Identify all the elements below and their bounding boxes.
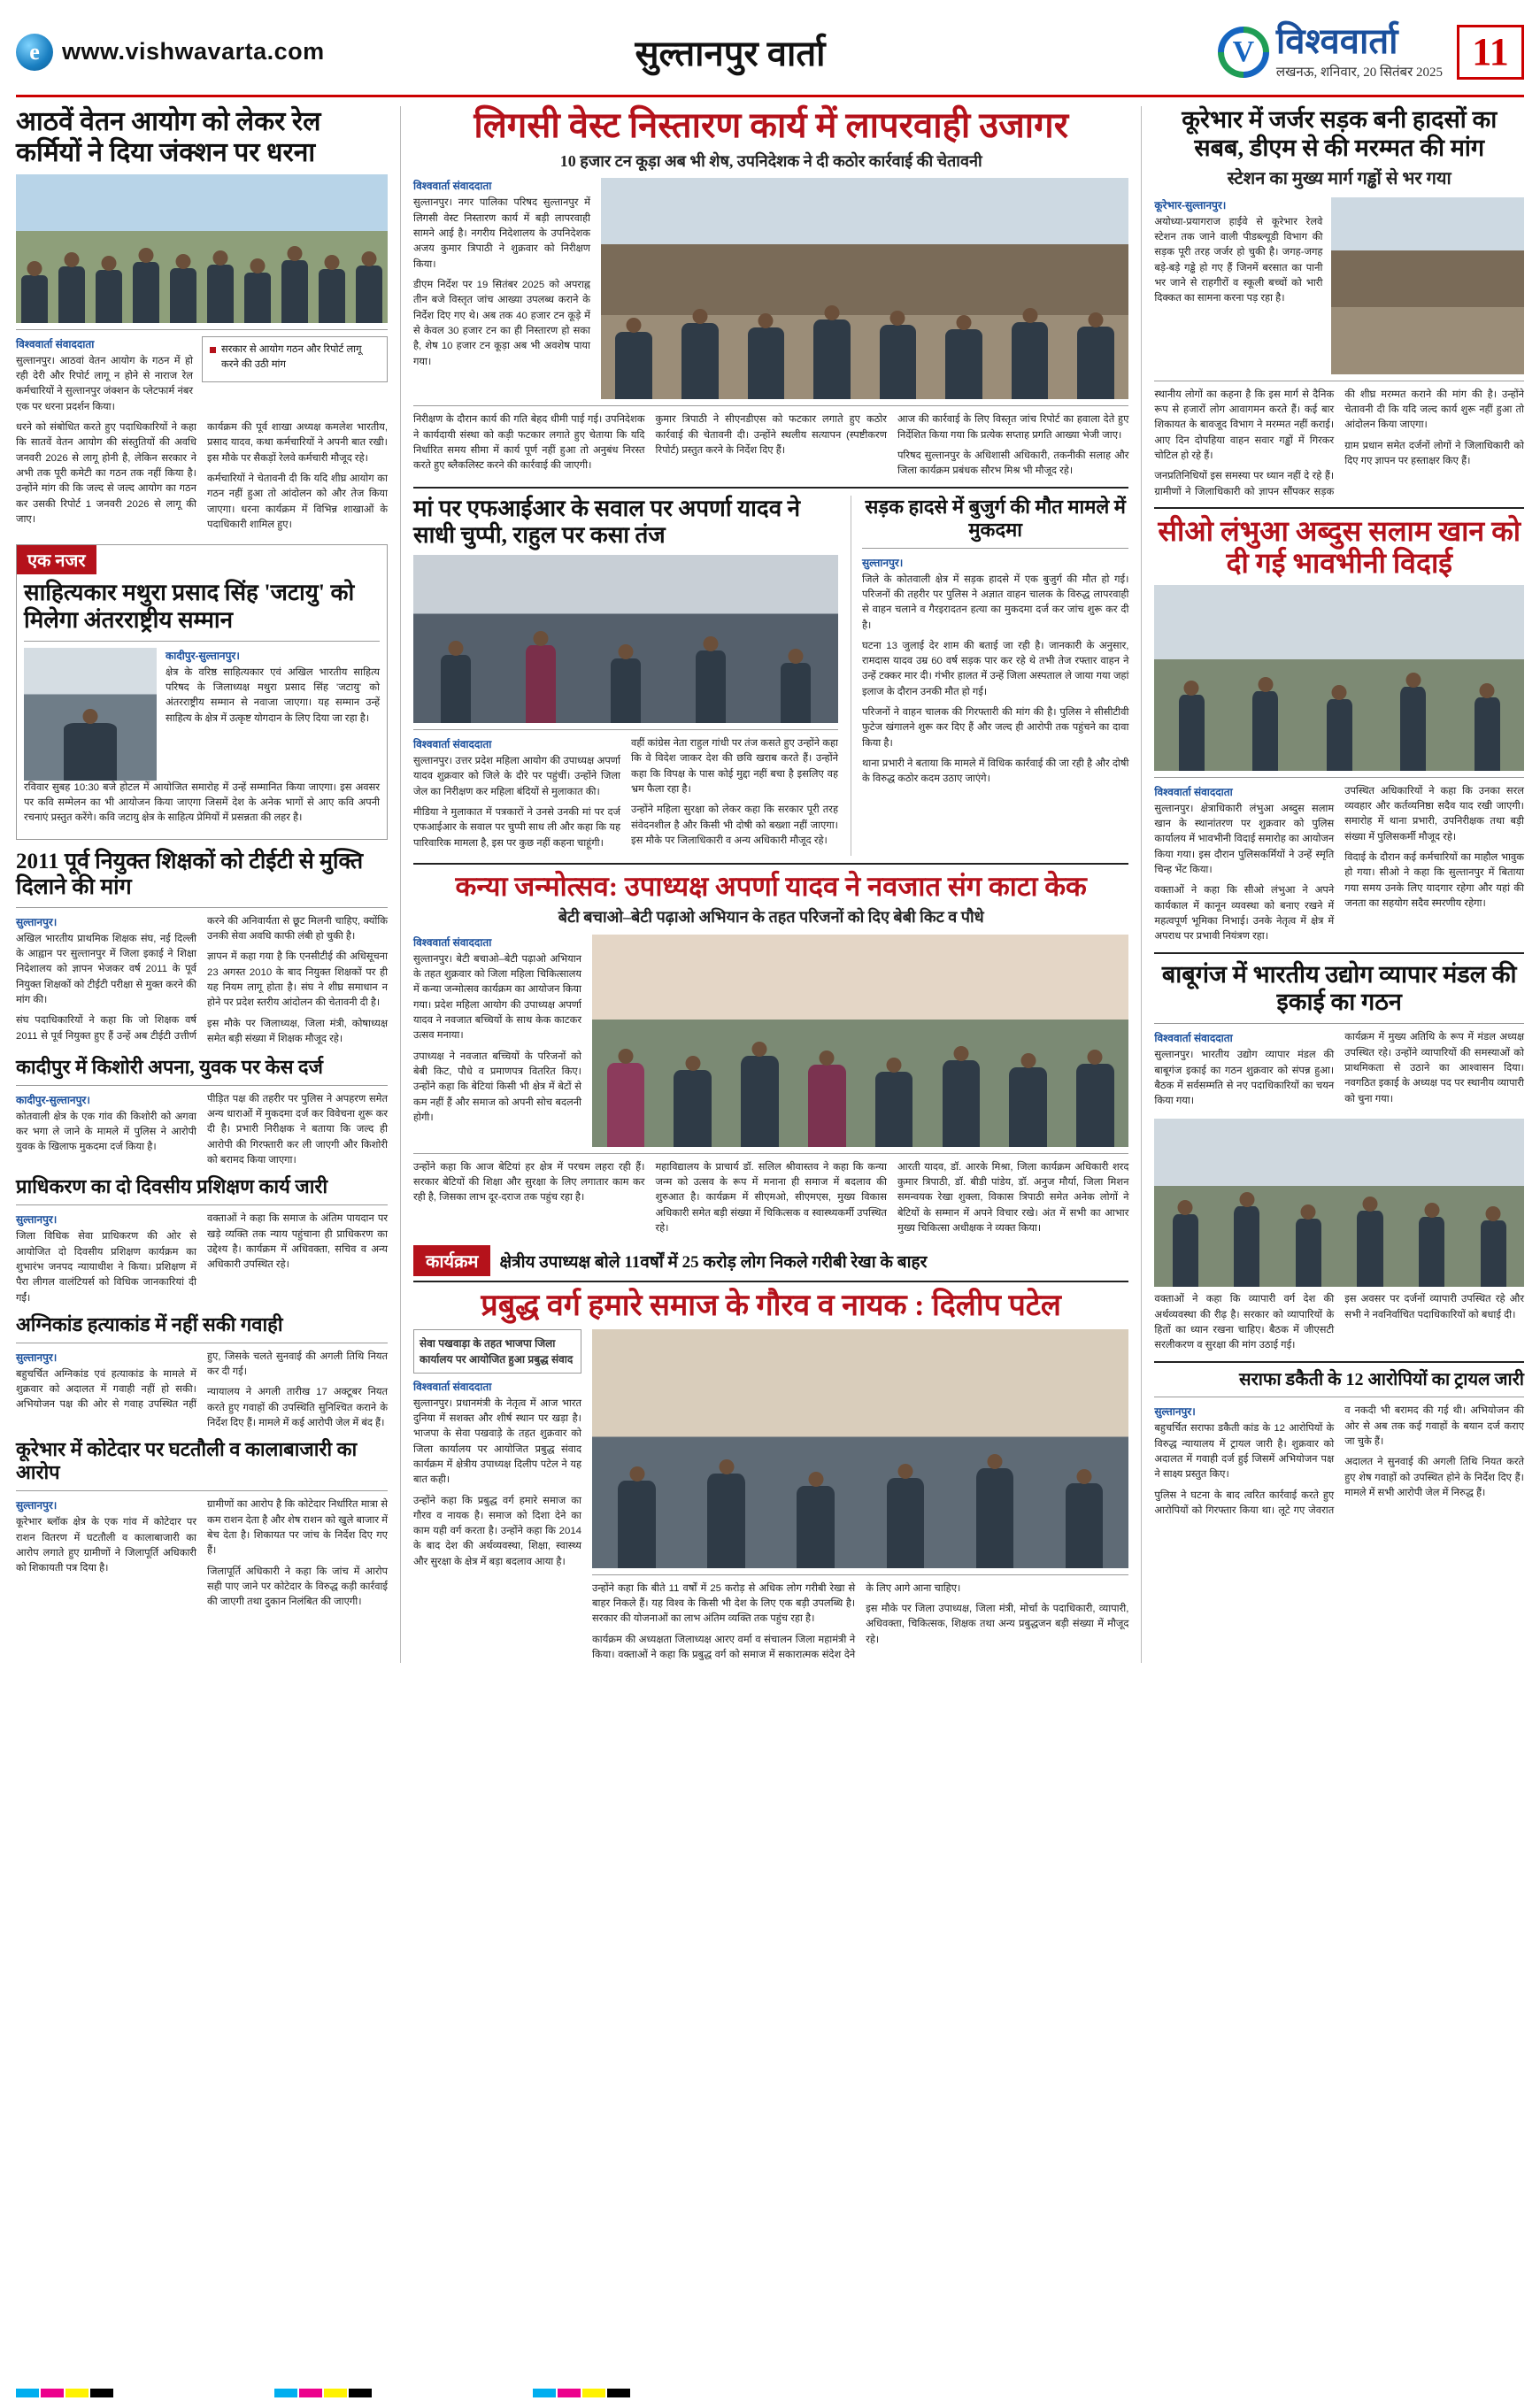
right-story3-headline: बाबूगंज में भारतीय उद्योग व्यापार मंडल की इकाई का गठन bbox=[1161, 960, 1517, 1016]
right-story2-photo bbox=[1154, 585, 1524, 771]
karyakram-strip bbox=[413, 1245, 1128, 1282]
brand-logo bbox=[1218, 20, 1443, 81]
ek-najar-tag: एक नजर bbox=[17, 545, 96, 574]
midright-byline: सुल्तानपुर। bbox=[862, 556, 904, 569]
kanya-subhead: बेटी बचाओ–बेटी पढ़ाओ अभियान के तहत परिजनों को दिए बेबी किट व पौधे bbox=[558, 908, 984, 927]
left-story5-headline: अग्निकांड हत्याकांड में नहीं सकी गवाही bbox=[16, 1312, 283, 1335]
midright-para-2: परिजनों ने वाहन चालक की गिरफ्तारी की मांग की है। पुलिस ने सीसीटीवी फुटेज खंगालने शुरू कर दिए हैं और जल्द ही आरोपी तक पहुंचने का दावा किया है। bbox=[862, 707, 1129, 749]
lead-byline: विश्ववार्ता संवाददाता bbox=[413, 180, 492, 193]
right-story1-byline: कूरेभार-सुल्तानपुर। bbox=[1154, 198, 1227, 212]
left-story4-byline: सुल्तानपुर। bbox=[16, 1213, 58, 1227]
lead-photo bbox=[601, 178, 1128, 399]
kanya-para-1: उपाध्यक्ष ने नवजात बच्चियों के परिजनों को बेबी किट, पौधे व प्रमाणपत्र वितरित किए। उन्होंने कहा कि बेटियां किसी भी क्षेत्र में बेटों से कम नहीं हैं और समाज को अपनी सोच बदलनी होगी। bbox=[413, 1050, 581, 1124]
left-story3-para-1: पीड़ित पक्ष की तहरीर पर पुलिस ने अपहरण समेत अन्य धाराओं में मुकदमा दर्ज कर विवेचना शुरू कर दी है। प्रभारी निरीक्षक ने बताया कि जल्द ही आरोपी की गिरफ्तारी कर ली जाएगी और किशोरी को बरामद किया जाएगा। bbox=[207, 1093, 388, 1166]
ek-najar-photo bbox=[24, 648, 157, 781]
right-story3-para-1: कार्यक्रम में मुख्य अतिथि के रूप में मंडल अध्यक्ष उपस्थित रहे। उन्होंने व्यापारियों की समस्याओं को प्राथमिकता से उठाने का आश्वासन दिया। नवगठित इकाई के अध्यक्ष पद पर स्थानीय व्यापारी को चुना गया। bbox=[1344, 1032, 1524, 1104]
ek-najar-para-1: रविवार सुबह 10:30 बजे होटल में आयोजित समारोह में उन्हें सम्मानित किया जाएगा। इस अवसर पर कवि सम्मेलन का भी आयोजन किया जाएगा जिसमें देश के अनेक भागों से आए कवि अपनी रचनाएं प्रस्तुत करेंगे। कवि जटायु क्षेत्र के साहित्य प्रेमियों में प्रसन्नता की लहर है। bbox=[24, 781, 380, 824]
site-url[interactable]: www.vishwavarta.com bbox=[62, 38, 325, 65]
left-story3-para-0: कोतवाली क्षेत्र के एक गांव की किशोरी को अगवा कर भगा ले जाने के मामले में पुलिस ने आरोपी युवक के खिलाफ मुकदमा दर्ज किया है। bbox=[16, 1111, 196, 1153]
left-story6-para-0: कूरेभार ब्लॉक क्षेत्र के एक गांव में कोटेदार पर राशन वितरण में घटतौली व कालाबाजारी का आरोप लगाते हुए ग्रामीणों ने जिलापूर्ति अधिकारी को शिकायती पत्र दिया है। bbox=[16, 1517, 196, 1574]
kanya-headline: कन्या जन्मोत्सव: उपाध्यक्ष अपर्णा यादव ने नवजात संग काटा केक bbox=[455, 870, 1087, 902]
lead-para-5: परिषद सुल्तानपुर के अधिशासी अधिकारी, तकनीकी सलाह और जिला कार्यक्रम प्रबंधक सौरभ मिश्र भी मौजूद रहे। bbox=[897, 450, 1129, 477]
brand-subline: लखनऊ, शनिवार, 20 सितंबर 2025 bbox=[1275, 65, 1443, 80]
right-story3-para-2: वक्ताओं ने कहा कि व्यापारी वर्ग देश की अर्थव्यवस्था की रीढ़ है। सरकार को व्यापारियों के हितों का ध्यान रखना चाहिए। बैठक में जीएसटी सरलीकरण व सुरक्षा की मांग उठाई गई। bbox=[1154, 1294, 1335, 1351]
left-story3-body bbox=[16, 1092, 388, 1169]
masthead-right bbox=[1064, 20, 1524, 81]
ek-najar-box bbox=[16, 544, 388, 839]
left-story2-body bbox=[16, 914, 388, 1049]
midleft-headline: मां पर एफआईआर के सवाल पर अपर्णा यादव ने साधी चुप्पी, राहुल पर कसा तंज bbox=[413, 495, 801, 549]
left-story3-byline: कादीपुर-सुल्तानपुर। bbox=[16, 1093, 90, 1106]
midleft-para-0: सुल्तानपुर। उत्तर प्रदेश महिला आयोग की उपाध्यक्ष अपर्णा यादव शुक्रवार को जिले के दौरे पर पहुंचीं। उन्होंने जिला जेल का निरीक्षण कर महिला बंदियों से मुलाकात की। bbox=[413, 755, 620, 797]
right-story3-byline: विश्ववार्ता संवाददाता bbox=[1154, 1032, 1233, 1045]
photo-figures bbox=[16, 231, 388, 323]
center-midleft-story bbox=[413, 496, 838, 856]
globe-icon: e bbox=[16, 34, 53, 71]
midright-para-1: घटना 13 जुलाई देर शाम की बताई जा रही है। जानकारी के अनुसार, रामदास यादव उम्र 60 वर्ष सड़क पार कर रहे थे तभी तेज रफ्तार वाहन ने उन्हें टक्कर मार दी। गंभीर हालत में उन्हें जिला अस्पताल ले जाया गया जहां इलाज के दौरान उनकी मौत हो गई। bbox=[862, 640, 1129, 697]
ek-najar-dateline: कादीपुर-सुल्तानपुर। bbox=[166, 649, 240, 662]
karyakram-headline: प्रबुद्ध वर्ग हमारे समाज के गौरव व नायक : दिलीप पटेल bbox=[481, 1289, 1061, 1323]
left-story5-body bbox=[16, 1350, 388, 1432]
lead-para-2: निरीक्षण के दौरान कार्य की गति बेहद धीमी पाई गई। उपनिदेशक ने कार्यदायी संस्था को कड़ी फटकार लगाते हुए चेताया कि यदि निर्धारित समय सीमा में कार्य पूर्ण नहीं हुआ तो अनुबंध निरस्त करते हुए ब्लैकलिस्ट करने की कार्रवाई की जाएगी। bbox=[413, 414, 645, 472]
right-story1-headline: कूरेभार में जर्जर सड़क बनी हादसों का सबब, डीएम से की मरम्मत की मांग bbox=[1182, 106, 1498, 161]
left-story2-headline: 2011 पूर्व नियुक्त शिक्षकों को टीईटी से मुक्ति दिलाने की मांग bbox=[16, 849, 364, 900]
right-story4-byline: सुल्तानपुर। bbox=[1154, 1405, 1196, 1419]
right-story4-para-1: पुलिस ने घटना के बाद त्वरित कार्रवाई करते हुए आरोपियों को गिरफ्तार किया था। लूटे गए जेवरात व नकदी भी बरामद की गई थी। अभियोजन की ओर से अब तक कई गवाहों के बयान दर्ज कराए जा चुके हैं। bbox=[1154, 1405, 1524, 1516]
center-midright-story bbox=[851, 496, 1128, 856]
karyakram-para-0: सुल्तानपुर। प्रधानमंत्री के नेतृत्व में आज भारत दुनिया में सशक्त और शीर्ष स्थान पर खड़ा है। भाजपा के सेवा पखवाड़े के तहत शुक्रवार को जिला कार्यालय पर आयोजित प्रबुद्ध संवाद कार्यक्रम में क्षेत्रीय उपाध्यक्ष दिलीप पटेल ने यह बात कही। bbox=[413, 1397, 581, 1486]
left-story6-para-2: जिलापूर्ति अधिकारी ने कहा कि जांच में आरोप सही पाए जाने पर कोटेदार के विरुद्ध कड़ी कार्रवाई की जाएगी तथा दुकान निलंबित की जाएगी। bbox=[207, 1566, 388, 1608]
left-story1-para-1: धरने को संबोधित करते हुए पदाधिकारियों ने कहा कि सातवें वेतन आयोग की संस्तुतियों की अवधि जनवरी 2026 से लागू होनी है, लेकिन सरकार ने अभी तक पूरी कमेटी का गठन तक नहीं किया है। उन्होंने मांग की कि जल्द से जल्द आयोग का गठन कर उसकी रिपोर्ट 1 जनवरी 2026 से लागू की जाए। bbox=[16, 422, 196, 526]
kanya-byline: विश्ववार्ता संवाददाता bbox=[413, 935, 492, 949]
karyakram-line-text: क्षेत्रीय उपाध्यक्ष बोले 11वर्षों में 25 करोड़ लोग निकले गरीबी रेखा के बाहर bbox=[499, 1252, 928, 1272]
lead-subhead: 10 हजार टन कूड़ा अब भी शेष, उपनिदेशक ने दी कठोर कार्रवाई की चेतावनी bbox=[559, 151, 982, 170]
karyakram-photo bbox=[592, 1329, 1128, 1568]
right-story1-para-2: जनप्रतिनिधियों इस समस्या पर ध्यान नहीं दे रहे हैं। ग्रामीणों ने जिलाधिकारी को ज्ञापन सौंपकर सड़क की शीघ्र मरम्मत कराने की मांग की है। उन्होंने चेतावनी दी कि यदि जल्द कार्य शुरू नहीं हुआ तो आंदोलन किया जाएगा। bbox=[1154, 389, 1524, 497]
kanya-para-4: आरती यादव, डॉ. आरके मिश्रा, जिला कार्यक्रम अधिकारी शरद कुमार त्रिपाठी, डॉ. बीडी पांडेय, डॉ. अनुज मौर्या, जिला मिशन समन्वयक रेखा शुक्ला, विकास त्रिपाठी समेत अनेक लोगों ने बेटियों के सम्मान में अपने विचार रखे। अंत में सभी का आभार मुख्य चिकित्सा अधीक्षक ने व्यक्त किया। bbox=[897, 1161, 1129, 1235]
left-story2-para-2: ज्ञापन में कहा गया है कि एनसीटीई की अधिसूचना 23 अगस्त 2010 के बाद नियुक्त शिक्षकों पर ही यह नियम लागू होता है। संघ ने शीघ्र समाधान न होने पर प्रदेश स्तरीय आंदोलन की चेतावनी दी है। bbox=[207, 951, 388, 1009]
right-story3-photo bbox=[1154, 1119, 1524, 1287]
left-story1-para-2: कार्यक्रम की पूर्व शाखा अध्यक्ष कमलेश भारतीय, प्रसाद यादव, कथा कर्मचारियों ने अपनी बात रखी। इस मौके पर सैकड़ों रेलवे कर्मचारी मौजूद रहे। bbox=[207, 422, 388, 464]
left-story3-headline: कादीपुर में किशोरी अपना, युवक पर केस दर्ज bbox=[16, 1055, 323, 1078]
left-column bbox=[16, 106, 388, 1663]
right-story1-photo bbox=[1331, 197, 1524, 374]
right-story2-para-2: उपस्थित अधिकारियों ने कहा कि उनका सरल व्यवहार और कर्तव्यनिष्ठा सदैव याद रखी जाएगी। समारोह में थाना प्रभारी, उपनिरीक्षक तथा बड़ी संख्या में पुलिसकर्मी मौजूद रहे। bbox=[1344, 785, 1524, 843]
left-story5-para-1: न्यायालय ने अगली तारीख 17 अक्टूबर नियत करते हुए गवाहों की उपस्थिति सुनिश्चित कराने के निर्देश दिए हैं। मामले में कई आरोपी जेल में बंद हैं। bbox=[207, 1387, 388, 1429]
kanya-para-0: सुल्तानपुर। बेटी बचाओ–बेटी पढ़ाओ अभियान के तहत शुक्रवार को जिला महिला चिकित्सालय में कन्या जन्मोत्सव कार्यक्रम का आयोजन किया गया। प्रदेश महिला आयोग की उपाध्यक्ष अपर्णा यादव ने नवजात बच्चियों के साथ केक काटकर उत्सव मनाया। bbox=[413, 953, 581, 1042]
right-story4-para-2: अदालत ने सुनवाई की अगली तिथि नियत करते हुए शेष गवाहों को उपस्थित होने के निर्देश दिए हैं। मामले में सभी आरोपी जेल में निरुद्ध हैं। bbox=[1344, 1457, 1524, 1498]
right-story2-para-3: विदाई के दौरान कई कर्मचारियों का माहौल भावुक हो गया। सीओ ने कहा कि सुल्तानपुर में बिताया गया समय उनके लिए यादगार रहेगा और यहां की जनता का सहयोग सदैव स्मरणीय रहेगा। bbox=[1344, 851, 1524, 909]
masthead bbox=[16, 12, 1524, 97]
right-story1-subhead: स्टेशन का मुख्य मार्ग गड्ढों से भर गया bbox=[1227, 168, 1451, 189]
left-story6-para-1: ग्रामीणों का आरोप है कि कोटेदार निर्धारित मात्रा से कम राशन देता है और शेष राशन को खुले बाजार में बेच देता है। शिकायत पर जांच के निर्देश दिए गए हैं। bbox=[207, 1499, 388, 1557]
karyakram-para-3: कार्यक्रम की अध्यक्षता जिलाध्यक्ष आरए वर्मा व संचालन जिला महामंत्री ने किया। वक्ताओं ने कहा कि प्रबुद्ध वर्ग को समाज में सकारात्मक संदेश देने के लिए आगे आना चाहिए। bbox=[592, 1582, 961, 1660]
left-story4-para-0: जिला विधिक सेवा प्राधिकरण की ओर से आयोजित दो दिवसीय प्रशिक्षण कार्यक्रम का शुभारंभ जनपद न्यायाधीश ने किया। प्रशिक्षण में पैरा लीगल वालंटियर्स को विधिक जानकारियां दी गईं। bbox=[16, 1231, 196, 1304]
right-story1-para-3: ग्राम प्रधान समेत दर्जनों लोगों ने जिलाधिकारी को दिए गए ज्ञापन पर हस्ताक्षर किए हैं। bbox=[1344, 440, 1524, 467]
left-story1-para-3: कर्मचारियों ने चेतावनी दी कि यदि शीघ्र आयोग का गठन नहीं हुआ तो आंदोलन को और तेज किया जाएगा। धरना कार्यक्रम में विभिन्न शाखाओं के पदाधिकारी शामिल हुए। bbox=[207, 473, 388, 531]
left-story4-headline: प्राधिकरण का दो दिवसीय प्रशिक्षण कार्य जारी bbox=[16, 1175, 328, 1198]
left-story1-body bbox=[16, 420, 388, 535]
page-number: 11 bbox=[1457, 25, 1524, 80]
left-story4-para-1: वक्ताओं ने कहा कि समाज के अंतिम पायदान पर खड़े व्यक्ति तक न्याय पहुंचाना ही प्राधिकरण का उद्देश्य है। कार्यक्रम में अधिवक्ता, सचिव व अन्य अधिकारी उपस्थित रहे। bbox=[207, 1213, 388, 1271]
karyakram-byline: विश्ववार्ता संवाददाता bbox=[413, 1380, 492, 1393]
masthead-center bbox=[397, 27, 1064, 76]
right-story2-byline: विश्ववार्ता संवाददाता bbox=[1154, 785, 1233, 798]
left-story6-body bbox=[16, 1497, 388, 1610]
midleft-byline: विश्ववार्ता संवाददाता bbox=[413, 737, 492, 750]
left-story2-para-1: संघ पदाधिकारियों ने कहा कि जो शिक्षक वर्ष 2011 से पूर्व नियुक्त हुए हैं उन्हें अब टीईटी उत्तीर्ण करने की अनिवार्यता से छूट मिलनी चाहिए, क्योंकि उनकी सेवा अवधि काफी लंबी हो चुकी है। bbox=[16, 915, 388, 1042]
midright-para-0: जिले के कोतवाली क्षेत्र में सड़क हादसे में एक बुजुर्ग की मौत हो गई। परिजनों की तहरीर पर पुलिस ने अज्ञात वाहन चालक के विरुद्ध लापरवाही से वाहन चलाने व गैरइरादतन हत्या का मुकदमा दर्ज कर जांच शुरू कर दी है। bbox=[862, 573, 1129, 631]
ek-najar-headline: साहित्यकार मथुरा प्रसाद सिंह 'जटायु' को मिलेगा अंतरराष्ट्रीय सम्मान bbox=[24, 580, 355, 634]
left-story1-bullets bbox=[202, 336, 388, 382]
kanya-para-3: महाविद्यालय के प्राचार्य डॉ. सलिल श्रीवास्तव ने कहा कि कन्या जन्म को उत्सव के रूप में मनाना ही समाज में बदलाव की शुरुआत है। कार्यक्रम में सीएमओ, सीएमएस, मुख्य विकास अधिकारी समेत बड़ी संख्या में चिकित्सक व स्वास्थ्यकर्मी उपस्थित रहे। bbox=[655, 1161, 887, 1235]
left-story1-para-0: सुल्तानपुर। आठवां वेतन आयोग के गठन में हो रही देरी और रिपोर्ट लागू न होने से नाराज रेल कर्मचारियों ने सुल्तानपुर जंक्शन के प्लेटफार्म नंबर एक पर धरना प्रदर्शन किया। bbox=[16, 355, 193, 412]
masthead-left bbox=[16, 34, 397, 71]
left-story1-bullet-0: सरकार से आयोग गठन और रिपोर्ट लागू करने की उठी मांग bbox=[221, 343, 362, 370]
left-story5-byline: सुल्तानपुर। bbox=[16, 1351, 58, 1364]
right-story2-headline: सीओ लंभुआ अब्दुस सलाम खान को दी गई भावभीनी विदाई bbox=[1158, 515, 1521, 579]
midleft-para-2: वहीं कांग्रेस नेता राहुल गांधी पर तंज कसते हुए उन्होंने कहा कि वे विदेश जाकर देश की छवि खराब करते हैं। उन्होंने कहा कि विपक्ष के पास कोई मुद्दा नहीं बचा है इसलिए वह भ्रम फैला रहा है। bbox=[631, 737, 838, 795]
lead-para-0: सुल्तानपुर। नगर पालिका परिषद सुल्तानपुर में लिगसी वेस्ट निस्तारण कार्य में बड़ी लापरवाही सामने आई है। नगरीय निदेशालय के उपनिदेशक अजय कुमार त्रिपाठी ने शुक्रवार को निरीक्षण किया। bbox=[413, 197, 590, 270]
left-story2-para-3: इस मौके पर जिलाध्यक्ष, जिला मंत्री, कोषाध्यक्ष समेत बड़ी संख्या में शिक्षक मौजूद रहे। bbox=[207, 1018, 388, 1045]
kanya-photo bbox=[592, 935, 1128, 1147]
left-story6-headline: कूरेभार में कोटेदार पर घटतौली व कालाबाजारी का आरोप bbox=[16, 1438, 358, 1484]
midleft-para-3: उन्होंने महिला सुरक्षा को लेकर कहा कि सरकार पूरी तरह संवेदनशील है और किसी भी दोषी को बख्शा नहीं जाएगा। इस मौके पर जिलाधिकारी व अन्य अधिकारी मौजूद रहे। bbox=[631, 804, 838, 846]
right-story4-headline: सराफा डकैती के 12 आरोपियों का ट्रायल जारी bbox=[1239, 1369, 1524, 1389]
right-story3-para-0: सुल्तानपुर। भारतीय उद्योग व्यापार मंडल की बाबूगंज इकाई का गठन शुक्रवार को संपन्न हुआ। बैठक में सर्वसम्मति से नए पदाधिकारियों का चयन किया गया। bbox=[1154, 1050, 1335, 1107]
karyakram-para-4: इस मौके पर जिला उपाध्यक्ष, जिला मंत्री, मोर्चा के पदाधिकारी, व्यापारी, अधिवक्ता, चिकित्सक, शिक्षक तथा अन्य प्रबुद्धजन बड़ी संख्या में मौजूद रहे। bbox=[866, 1603, 1129, 1645]
midleft-photo bbox=[413, 555, 838, 723]
left-story6-byline: सुल्तानपुर। bbox=[16, 1499, 58, 1512]
karyakram-para-1: उन्होंने कहा कि प्रबुद्ध वर्ग हमारे समाज का गौरव व नायक है। समाज को दिशा देने का काम यही वर्ग करता है। उन्होंने कहा कि 2014 के बाद देश की अर्थव्यवस्था, शिक्षा, स्वास्थ्य और सुरक्षा के क्षेत्र में बड़ा बदलाव आया है। bbox=[413, 1495, 581, 1567]
left-story4-body bbox=[16, 1212, 388, 1306]
bullet-square-icon bbox=[210, 347, 216, 353]
right-story1-para-1: स्थानीय लोगों का कहना है कि इस मार्ग से दैनिक रूप से हजारों लोग आवागमन करते हैं। कई बार शिकायत के बावजूद विभाग ने मरम्मत नहीं कराई। आए दिन दोपहिया वाहन सवार गड्ढों में गिरकर चोटिल हो रहे हैं। bbox=[1154, 389, 1335, 462]
edition-title: सुल्तानपुर वार्ता bbox=[635, 34, 826, 73]
left-story5-para-0: बहुचर्चित अग्निकांड एवं हत्याकांड के मामले में शुक्रवार को अदालत में गवाही नहीं हो सकी। अभियोजन पक्ष की ओर से गवाह उपस्थित नहीं हुए, जिसके चलते सुनवाई की अगली तिथि नियत कर दी गई। bbox=[16, 1351, 388, 1411]
lead-para-1: डीएम निर्देश पर 19 सितंबर 2025 को अपराह्न तीन बजे विस्तृत जांच आख्या उपलब्ध कराने के निर्देश दिए गए थे। अब तक 40 हजार टन कूड़े में से केवल 30 हजार टन का ही निस्तारण हो सका है, शेष 10 हजार टन कूड़ा अब भी अवशेष पाया गया। bbox=[413, 279, 590, 367]
left-story1-byline: विश्ववार्ता संवाददाता bbox=[16, 337, 95, 350]
brand-name: विश्ववार्ता bbox=[1275, 20, 1398, 61]
lead-para-4: आज की कार्रवाई के लिए विस्तृत जांच रिपोर्ट का हवाला देते हुए निर्देशित किया गया कि प्रत्येक सप्ताह प्रगति आख्या भेजी जाए। bbox=[897, 414, 1129, 441]
page-grid bbox=[16, 106, 1524, 1663]
midleft-para-1: मीडिया ने मुलाकात में पत्रकारों ने उनसे उनकी मां पर दर्ज एफआईआर के सवाल पर चुप्पी साध ली और कहा कि यह पारिवारिक मामला है, इस पर कुछ नहीं कहना चाहूंगी। bbox=[413, 806, 620, 849]
karyakram-service-note: सेवा पखवाड़ा के तहत भाजपा जिला कार्यालय पर आयोजित हुआ प्रबुद्ध संवाद bbox=[413, 1329, 581, 1374]
brand-mark-icon bbox=[1218, 27, 1269, 78]
kanya-para-2: उन्होंने कहा कि आज बेटियां हर क्षेत्र में परचम लहरा रही हैं। सरकार बेटियों की शिक्षा और सुरक्षा के लिए लगातार काम कर रही है, जिसका लाभ दूर-दराज तक पहुंच रहा है। bbox=[413, 1161, 645, 1204]
right-story2-para-0: सुल्तानपुर। क्षेत्राधिकारी लंभुआ अब्दुस सलाम खान के स्थानांतरण पर शुक्रवार को पुलिस कार्यालय में भावभीनी विदाई समारोह का आयोजन किया गया। इस दौरान पुलिसकर्मियों ने उन्हें स्मृति चिन्ह भेंट किया। bbox=[1154, 803, 1335, 875]
color-registration-bars bbox=[16, 2389, 630, 2397]
right-column bbox=[1141, 106, 1524, 1663]
ek-najar-para-0: क्षेत्र के वरिष्ठ साहित्यकार एवं अखिल भारतीय साहित्य परिषद के जिलाध्यक्ष मथुरा प्रसाद सिंह 'जटायु' को अंतरराष्ट्रीय सम्मान से नवाजा जाएगा। यह सम्मान उन्हें साहित्य के क्षेत्र में उत्कृष्ट योगदान के लिए दिया जा रहा है। bbox=[166, 666, 380, 724]
right-story2-para-1: वक्ताओं ने कहा कि सीओ लंभुआ ने अपने कार्यकाल में कानून व्यवस्था को बनाए रखने में महत्वपूर्ण भूमिका निभाई। उनके नेतृत्व में क्षेत्र में अपराध पर प्रभावी नियंत्रण रहा। bbox=[1154, 885, 1335, 943]
left-story1-photo bbox=[16, 174, 388, 323]
left-story2-byline: सुल्तानपुर। bbox=[16, 915, 58, 928]
left-story2-para-0: अखिल भारतीय प्राथमिक शिक्षक संघ, नई दिल्ली के आह्वान पर सुल्तानपुर में जिला इकाई ने शिक्षा निदेशालय को ज्ञापन भेजकर वर्ष 2011 के पूर्व नियुक्त शिक्षकों को टीईटी परीक्षा से मुक्त करने की मांग की। bbox=[16, 933, 196, 1006]
lead-body bbox=[413, 412, 1128, 479]
right-story1-para-0: अयोध्या-प्रयागराज हाईवे से कूरेभार रेलवे स्टेशन तक जाने वाली पीडब्ल्यूडी विभाग की सड़क पूरी तरह जर्जर हो चुकी है। जगह-जगह बड़े-बड़े गड्ढे हो गए हैं जिनमें बरसात का पानी भर जाने से राहगीरों व स्कूली बच्चों को भारी दिक्कत का सामना करना पड़ रहा है। bbox=[1154, 216, 1323, 304]
right-story3-para-3: इस अवसर पर दर्जनों व्यापारी उपस्थित रहे और सभी ने नवनिर्वाचित पदाधिकारियों को बधाई दी। bbox=[1344, 1294, 1524, 1320]
center-column bbox=[400, 106, 1128, 1663]
lead-para-3: कुमार त्रिपाठी ने सीएनडीएस को फटकार लगाते हुए कठोर कार्रवाई की चेतावनी दी। उन्होंने स्थलीय सत्यापन (स्पष्टीकरण रिपोर्ट) प्रस्तुत करने के निर्देश दिए हैं। bbox=[655, 414, 887, 456]
midright-headline: सड़क हादसे में बुजुर्ग की मौत मामले में मुकदमा bbox=[865, 495, 1126, 541]
right-story4-para-0: बहुचर्चित सराफा डकैती कांड के 12 आरोपियों के विरुद्ध न्यायालय में ट्रायल जारी है। शुक्रवार को अदालत में गवाही दर्ज हुई जिसमें अभियोजन पक्ष ने साक्ष्य प्रस्तुत किए। bbox=[1154, 1423, 1335, 1481]
lead-headline: लिगसी वेस्ट निस्तारण कार्य में लापरवाही उजागर bbox=[474, 105, 1069, 145]
karyakram-para-2: उन्होंने कहा कि बीते 11 वर्षों में 25 करोड़ से अधिक लोग गरीबी रेखा से बाहर निकले हैं। यह विश्व के किसी भी देश के लिए एक बड़ी उपलब्धि है। सरकार की योजनाओं का लाभ अंतिम व्यक्ति तक पहुंच रहा है। bbox=[592, 1582, 856, 1625]
karyakram-tag: कार्यक्रम bbox=[413, 1245, 490, 1276]
midright-para-3: थाना प्रभारी ने बताया कि मामले में विधिक कार्रवाई की जा रही है और दोषी के विरुद्ध कठोर कदम उठाए जाएंगे। bbox=[862, 758, 1129, 785]
left-story1-headline: आठवें वेतन आयोग को लेकर रेल कर्मियों ने दिया जंक्शन पर धरना bbox=[16, 107, 321, 168]
